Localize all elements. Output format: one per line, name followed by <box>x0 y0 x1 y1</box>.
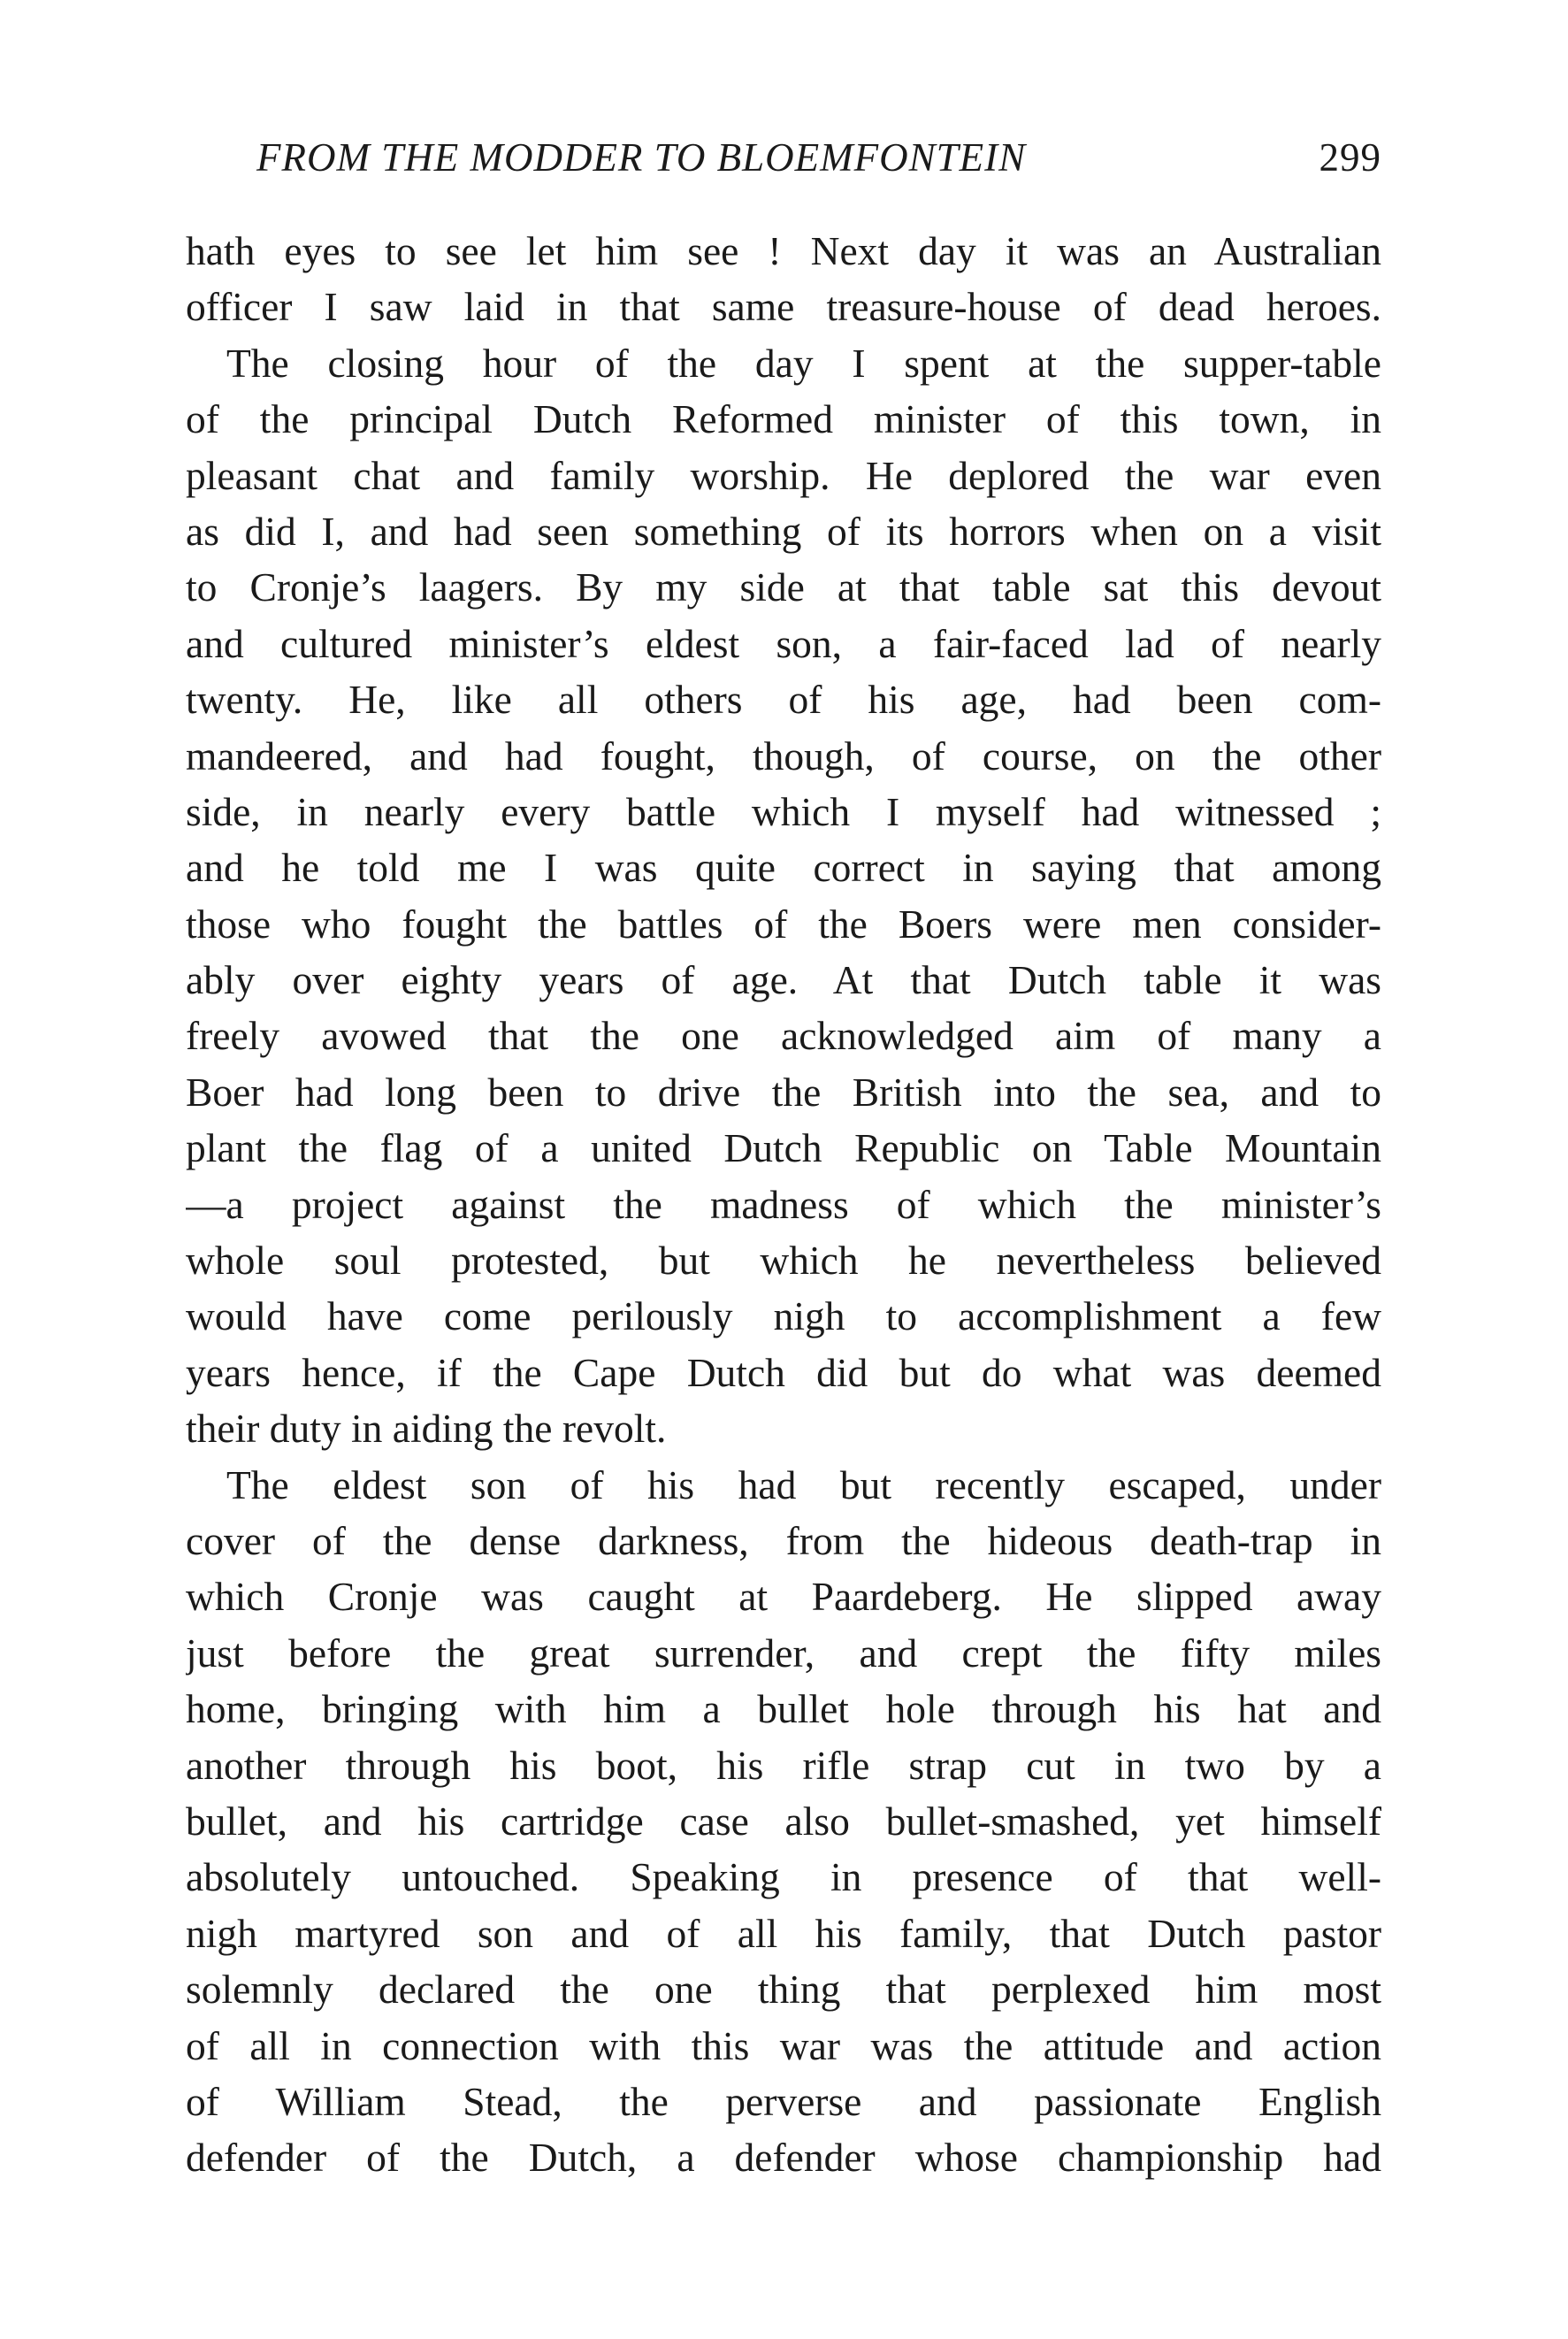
text-line: The closing hour of the day I spent at the supper-table <box>226 340 1381 386</box>
text-line: another through his boot, his rifle strap cut in two by a <box>186 1742 1381 1788</box>
text-line: nigh martyred son and of all his family, that Dutch pastor <box>186 1910 1381 1956</box>
text-line: side, in nearly every battle which I myself had witnessed ; <box>186 788 1381 834</box>
text-line: solemnly declared the one thing that perplexed him most <box>186 1967 1381 2013</box>
text-line: plant the flag of a united Dutch Republic on Table Mountain <box>186 1125 1381 1171</box>
text-line: would have come perilously nigh to accomplishment a few <box>186 1293 1381 1339</box>
body-text <box>186 223 1381 2186</box>
text-line: to Cronje’s laagers. By my side at that table sat this devout <box>186 564 1381 610</box>
text-line: years hence, if the Cape Dutch did but do what was deemed <box>186 1349 1381 1395</box>
text-line: and he told me I was quite correct in saying that among <box>186 845 1381 891</box>
text-line: officer I saw laid in that same treasure-house of dead heroes. <box>186 284 1381 330</box>
text-line: pleasant chat and family worship. He deplored the war even <box>186 452 1381 498</box>
text-line: twenty. He, like all others of his age, had been com- <box>186 677 1381 723</box>
running-title: FROM THE MODDER TO BLOEMFONTEIN <box>256 135 1027 180</box>
page-number: 299 <box>1319 135 1381 180</box>
running-head <box>186 131 1381 184</box>
text-line: whole soul protested, but which he nevertheless believed <box>186 1238 1381 1284</box>
text-line: cover of the dense darkness, from the hideous death-trap in <box>186 1517 1381 1563</box>
text-line: which Cronje was caught at Paardeberg. He slipped away <box>186 1574 1381 1620</box>
text-line: —a project against the madness of which the minister’s <box>186 1181 1381 1227</box>
text-line: of all in connection with this war was the attitude and action <box>186 2022 1381 2068</box>
text-line: those who fought the battles of the Boers were men consider- <box>186 901 1381 947</box>
text-line: ably over eighty years of age. At that Dutch table it was <box>186 957 1381 1003</box>
text-line: hath eyes to see let him see ! Next day it was an Australian <box>186 228 1381 273</box>
text-line: and cultured minister’s eldest son, a fair-faced lad of nearly <box>186 620 1381 666</box>
text-line: mandeered, and had fought, though, of course, on the other <box>186 732 1381 778</box>
text-line: The eldest son of his had but recently escaped, under <box>226 1461 1381 1507</box>
text-line: of William Stead, the perverse and passionate English <box>186 2078 1381 2124</box>
text-line: defender of the Dutch, a defender whose championship had <box>186 2135 1381 2181</box>
text-line: absolutely untouched. Speaking in presence of that well- <box>186 1854 1381 1900</box>
text-line: home, bringing with him a bullet hole through his hat and <box>186 1686 1381 1732</box>
text-line: as did I, and had seen something of its horrors when on a visit <box>186 508 1381 554</box>
text-line: of the principal Dutch Reformed minister of this town, in <box>186 396 1381 442</box>
text-line: just before the great surrender, and crept the fifty miles <box>186 1630 1381 1676</box>
text-line: freely avowed that the one acknowledged aim of many a <box>186 1013 1381 1059</box>
text-line: bullet, and his cartridge case also bullet-smashed, yet himself <box>186 1798 1381 1844</box>
text-line: their duty in aiding the revolt. <box>186 1406 667 1452</box>
text-line: Boer had long been to drive the British into the sea, and to <box>186 1069 1381 1115</box>
